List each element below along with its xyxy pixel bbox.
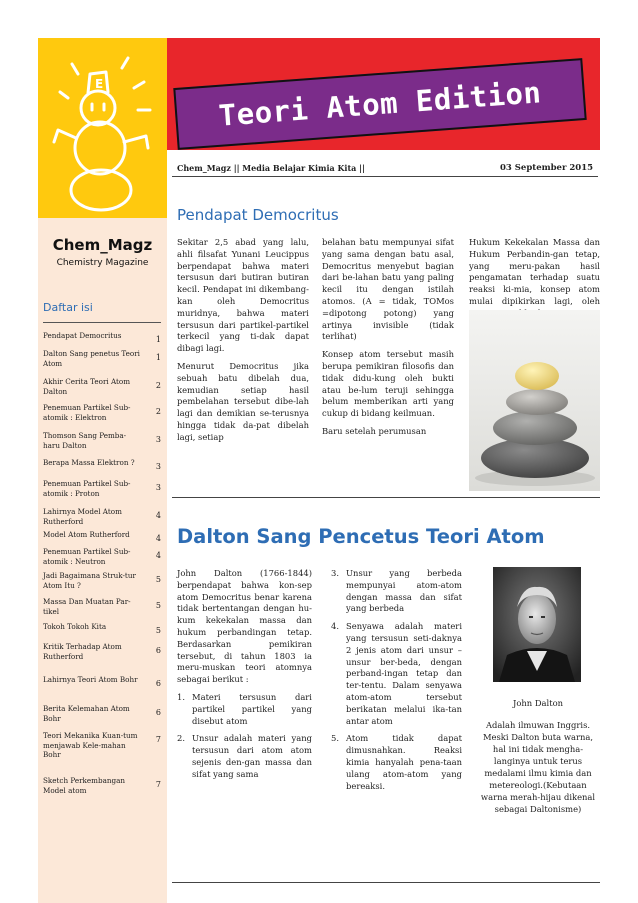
- toc-item-page: 6: [155, 708, 161, 717]
- toc-item-page: 6: [155, 646, 161, 655]
- toc-item[interactable]: [43, 349, 161, 368]
- toc-item-label: Lahirnya Teori Atom Bohr: [43, 675, 138, 684]
- toc-item-label: Massa Dan Muatan Par-tikel: [43, 597, 131, 616]
- list-text: Atom tidak dapat dimusnahkan. Reaksi kimia hanyalah pena-taan ulang atom-atom yang bereaksi.: [346, 733, 462, 791]
- section-heading-dalton: Dalton Sang Pencetus Teori Atom: [177, 525, 545, 548]
- toc-item-label: Penemuan Partikel Sub-atomik : Proton: [43, 479, 131, 498]
- toc-item-label: Berapa Massa Elektron ?: [43, 458, 135, 467]
- brand-name: Chem_Magz: [52, 236, 153, 254]
- toc-item-label: Penemuan Partikel Sub-atomik : Neutron: [43, 547, 131, 566]
- toc-item[interactable]: [43, 704, 161, 723]
- list-number: 2.: [177, 733, 185, 744]
- masthead-divider: [172, 176, 598, 177]
- toc-item[interactable]: [43, 431, 161, 450]
- toc-item[interactable]: [43, 377, 161, 396]
- portrait-caption-text: Adalah ilmuwan Inggris. Meski Dalton buta warna, hal ini tidak mengha-langinya untuk terus medalami ilmu kimia dan metereologi.(Kebutaan warna merah-hijau dikenal sebagai Daltonisme): [480, 720, 596, 814]
- toc-item[interactable]: [43, 403, 161, 422]
- page-bottom-divider: [172, 882, 600, 883]
- list-number: 4.: [331, 621, 339, 632]
- toc-item[interactable]: [43, 547, 161, 566]
- portrait-caption-name: John Dalton: [512, 698, 564, 708]
- toc-item-page: 3: [155, 462, 161, 471]
- toc-item[interactable]: [43, 458, 161, 472]
- toc-item[interactable]: [43, 776, 161, 795]
- toc-item-page: 5: [155, 575, 161, 584]
- list-item: [331, 621, 462, 727]
- toc-item[interactable]: [43, 530, 161, 544]
- toc-item-page: 2: [155, 381, 161, 390]
- toc-item-page: 7: [155, 780, 161, 789]
- john-dalton-portrait-image: [493, 567, 581, 682]
- toc-item-label: Kritik Terhadap Atom Rutherford: [43, 642, 122, 661]
- paragraph: Menurut Democritus jika sebuah batu dibelah dua, kemudian setiap hasil pembelahan tersebut dibe-lah lagi dan demikian se-terusnya hingga tidak da-pat dibelah lagi, setiap: [177, 360, 309, 442]
- theory-list: [177, 692, 312, 781]
- toc-item-label: Tokoh Tokoh Kita: [43, 622, 107, 631]
- list-text: Materi tersusun dari partikel partikel yang disebut atom: [192, 691, 312, 726]
- article-column-1: [177, 237, 309, 450]
- svg-text:E: E: [95, 77, 104, 91]
- toc-item-label: Jadi Bagaimana Struk-tur Atom Itu ?: [43, 571, 136, 590]
- theory-list-continued: [331, 568, 462, 792]
- toc-item-page: 1: [155, 353, 161, 362]
- article-column-dalton-2: [331, 568, 462, 798]
- toc-item-page: 7: [155, 735, 161, 744]
- list-item: [177, 733, 312, 780]
- toc-item-label: Lahirnya Model Atom Rutherford: [43, 507, 122, 526]
- toc-item-page: 4: [155, 511, 161, 520]
- toc-title: Daftar isi: [43, 301, 93, 314]
- paragraph: Baru setelah perumusan: [322, 425, 427, 436]
- paragraph: John Dalton (1766-1844) berpendapat bahwa kon-sep atom Democritus benar karena tidak bertentangan dengan hu-kum kekekalan massa dan hukum perbandingan tetap. Berdasarkan pemikiran tersebut, di tahun 1803 ia meru-muskan teori atomnya sebagai berikut :: [177, 568, 312, 685]
- list-number: 5.: [331, 733, 339, 744]
- masthead-meta: Chem_Magz || Media Belajar Kimia Kita ||: [177, 163, 365, 173]
- toc-item-label: Sketch Perkembangan Model atom: [43, 776, 126, 795]
- toc-item[interactable]: [43, 479, 161, 498]
- toc-item[interactable]: [43, 597, 161, 616]
- toc-item-page: 4: [155, 551, 161, 560]
- toc-item[interactable]: [43, 642, 161, 661]
- section-heading-democritus: Pendapat Democritus: [177, 206, 339, 224]
- paragraph: Konsep atom tersebut masih berupa pemikiran filosofis dan tidak didu-kung oleh bukti atau be-lum teruji sehingga belum memberikan arti yang cukup di bidang keilmuan.: [322, 349, 454, 419]
- list-item: [177, 692, 312, 727]
- toc-divider: [43, 322, 161, 323]
- toc-item[interactable]: [43, 571, 161, 590]
- list-text: Unsur yang berbeda mempunyai atom-atom dengan massa dan sifat yang berbeda: [346, 568, 462, 614]
- issue-date: 03 September 2015: [500, 163, 594, 173]
- toc-item-label: Akhir Cerita Teori Atom Dalton: [43, 377, 131, 396]
- toc-item-page: 6: [155, 679, 161, 688]
- article-column-dalton-1: [177, 568, 312, 787]
- toc-item[interactable]: [43, 622, 161, 636]
- magazine-title: Teori Atom Edition: [217, 75, 543, 133]
- section-divider: [172, 497, 600, 498]
- stacked-stones-image: [469, 310, 600, 491]
- list-number: 1.: [177, 691, 185, 702]
- toc-item-label: Teori Mekanika Kuan-tum menjawab Kele-mahan Bohr: [43, 731, 138, 759]
- toc-item-page: 1: [155, 335, 161, 344]
- brand-subtitle: Chemistry Magazine: [56, 258, 149, 268]
- toc-item-page: 3: [155, 435, 161, 444]
- toc-item-page: 2: [155, 407, 161, 416]
- toc-item-label: Model Atom Rutherford: [43, 530, 130, 539]
- snowman-mascot-icon: [38, 38, 167, 218]
- toc-item[interactable]: [43, 675, 161, 689]
- list-item: [331, 733, 462, 792]
- toc-item[interactable]: [43, 731, 161, 760]
- toc-item[interactable]: [43, 507, 161, 526]
- article-column-2: [322, 237, 454, 444]
- paragraph: Hukum Kekekalan Massa dan Hukum Perbandin-gan tetap, yang meru-pakan hasil pengamatan terhadap suatu reaksi ki-mia, konsep atom mulai dipikirkan lagi, oleh: [469, 237, 600, 306]
- list-number: 3.: [331, 568, 339, 578]
- paragraph: belahan batu mempunyai sifat yang sama dengan batu asal, Democritus menyebut bagian dari be-lahan batu yang paling kecil itu dengan istilah atomos. (A = tidak, TOMos =dipotong potong) yang artinya invisible (tidak terlihat): [322, 237, 454, 342]
- toc-item-label: Berita Kelemahan Atom Bohr: [43, 704, 130, 723]
- toc-item[interactable]: [43, 331, 161, 345]
- toc-item-label: Penemuan Partikel Sub-atomik : Elektron: [43, 403, 131, 422]
- list-text: Senyawa adalah materi yang tersusun seti-daknya 2 jenis atom dari unsur –unsur ber-beda, dengan perband-ingan tetap dan ter-tentu. Dalam senyawa atom-atom tersebut berikatan melalui ika-tan antar atom: [346, 621, 462, 726]
- toc-item-page: 5: [155, 601, 161, 610]
- toc-item-label: Thomson Sang Pemba-haru Dalton: [43, 431, 127, 450]
- list-text: Unsur adalah materi yang tersusun dari atom atom sejenis den-gan massa dan sifat yang sama: [192, 733, 312, 779]
- toc-item-page: 5: [155, 626, 161, 635]
- toc-item-page: 4: [155, 534, 161, 543]
- toc-item-page: 3: [155, 483, 161, 492]
- list-item: [331, 568, 462, 615]
- toc-item-label: Dalton Sang penetus Teori Atom: [43, 349, 140, 368]
- paragraph: Sekitar 2,5 abad yang lalu, ahli filsafat Yunani Leucippus berpendapat bahwa materi tersusun dari butiran butiran kecil. Pendapat ini dikembang-kan oleh Democritus muridnya, bahwa materi tersusun dari partikel-partikel terkecil yang ti-dak dapat dibagi lagi.: [177, 237, 309, 354]
- toc-item-label: Pendapat Democritus: [43, 331, 122, 340]
